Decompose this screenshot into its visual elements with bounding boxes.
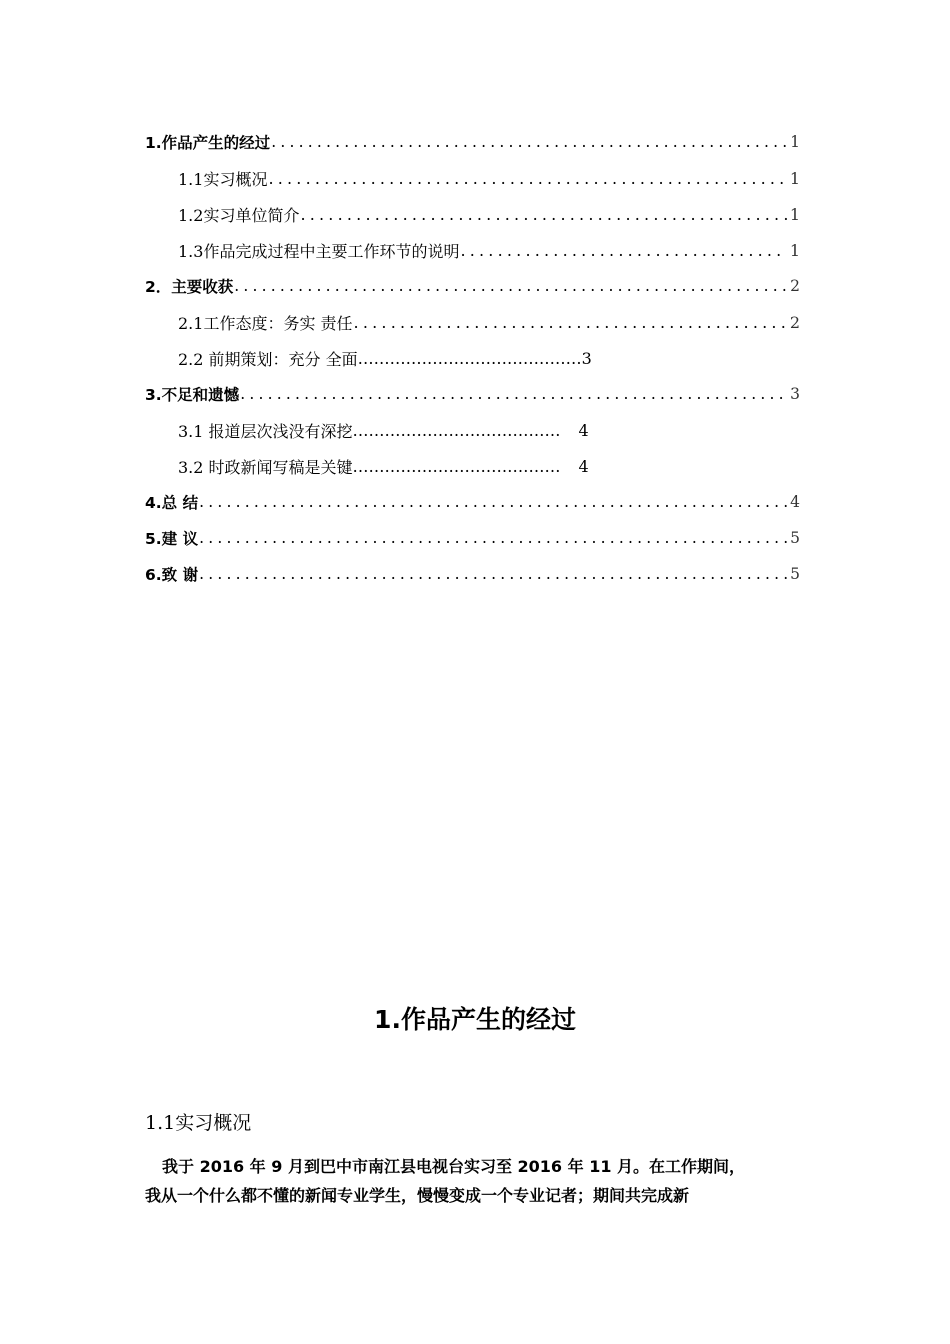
toc-item-page: 5 <box>790 529 800 547</box>
paragraph-line: 我于 2016 年 9 月到巴中市南江县电视台实习至 2016 年 11 月。在工作期间， <box>162 1157 746 1176</box>
toc-item-label: 1.作品产生的经过 <box>145 134 271 152</box>
toc-item-page: 1 <box>789 168 800 188</box>
toc-item-label: 2.1工作态度：务实 责任 <box>178 313 353 333</box>
toc-item-page: 4 <box>578 456 589 476</box>
toc-item[interactable] <box>145 124 800 160</box>
body-paragraph <box>145 1152 810 1210</box>
toc-item[interactable] <box>145 268 800 304</box>
toc-leader-ellipsis: ………………………………… <box>352 456 561 476</box>
toc-leader-dots <box>460 241 786 260</box>
toc-item-label: 3.2 时政新闻写稿是关键 <box>178 457 353 477</box>
toc-leader-dots <box>300 205 786 224</box>
toc-item-label: 1.2实习单位简介 <box>178 205 300 225</box>
toc-leader-dots <box>199 493 787 511</box>
toc-item[interactable] <box>145 304 800 340</box>
toc-item-label: 1.1实习概况 <box>178 169 268 189</box>
toc-item[interactable] <box>145 232 800 268</box>
section-heading: 1.作品产生的经过 <box>374 1005 576 1034</box>
toc-item-label: 5.建 议 <box>145 530 199 548</box>
toc-item-label: 3.1 报道层次浅没有深挖 <box>178 421 353 441</box>
toc-leader-dots <box>271 133 787 151</box>
toc-leader-dots <box>199 529 787 547</box>
toc-item-label: 2．主要收获 <box>145 278 234 296</box>
toc-item[interactable] <box>145 196 800 232</box>
toc-item-label: 1.3作品完成过程中主要工作环节的说明 <box>178 241 460 261</box>
toc-item-page: 1 <box>789 204 800 224</box>
toc-item[interactable] <box>145 556 800 592</box>
toc-item-page: 5 <box>790 565 800 583</box>
toc-item-page: 4 <box>790 493 800 511</box>
toc-item-label: 4.总 结 <box>145 494 199 512</box>
toc-leader-dots <box>240 385 787 403</box>
toc-leader-dots <box>354 313 787 332</box>
toc-item-label: 3.不足和遗憾 <box>145 386 240 404</box>
subsection-heading: 1.1实习概况 <box>145 1112 252 1134</box>
toc-item-label: 6.致 谢 <box>145 566 199 584</box>
toc-leader-ellipsis: …………………………………… <box>357 348 582 368</box>
toc-leader-ellipsis: ………………………………… <box>352 420 561 440</box>
toc-item-page: 2 <box>790 277 800 295</box>
toc-leader-dots <box>199 565 787 583</box>
toc-item-page: 2 <box>789 312 800 332</box>
toc-item[interactable] <box>145 448 800 484</box>
toc-item-page: 4 <box>578 420 589 440</box>
toc-item[interactable] <box>145 484 800 520</box>
toc-item[interactable] <box>145 412 800 448</box>
toc-item[interactable] <box>145 340 800 376</box>
toc-item-page: 1 <box>790 133 800 151</box>
toc-item[interactable] <box>145 160 800 196</box>
toc-item-label: 2.2 前期策划：充分 全面 <box>178 349 358 369</box>
toc-leader-dots <box>234 277 787 295</box>
toc-leader-dots <box>268 169 786 188</box>
table-of-contents <box>145 124 800 592</box>
toc-item-page: 3 <box>790 385 800 403</box>
toc-item[interactable] <box>145 376 800 412</box>
paragraph-line: 我从一个什么都不懂的新闻专业学生，慢慢变成一个专业记者；期间共完成新 <box>145 1186 690 1205</box>
toc-item[interactable] <box>145 520 800 556</box>
toc-item-page: 3 <box>581 348 592 368</box>
toc-item-page: 1 <box>789 240 800 260</box>
